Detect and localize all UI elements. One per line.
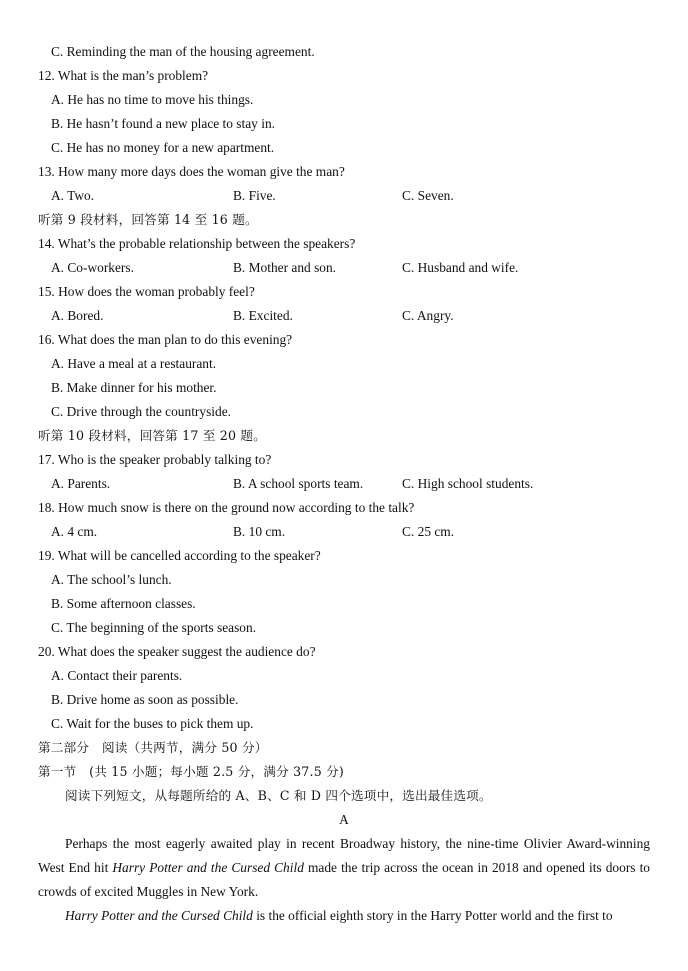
q14-option-a: A. Co-workers. (51, 260, 134, 275)
section-1-heading: 第一节 (共 15 小题；每小题 2.5 分，满分 37.5 分) (38, 764, 345, 779)
q17-option-b: B. A school sports team. (233, 476, 364, 491)
q18-option-c: C. 25 cm. (402, 524, 455, 539)
q13-option-a: A. Two. (51, 188, 95, 203)
q11-option-c: C. Reminding the man of the housing agreement. (51, 44, 315, 59)
q19-option-b: B. Some afternoon classes. (51, 596, 196, 611)
q13-option-c: C. Seven. (402, 188, 454, 203)
q17-stem: 17. Who is the speaker probably talking to? (38, 452, 272, 467)
q14-option-b: B. Mother and son. (233, 260, 337, 275)
q13-option-b: B. Five. (233, 188, 276, 203)
q12-stem: 12. What is the man’s problem? (38, 68, 209, 83)
q15-stem: 15. How does the woman probably feel? (38, 284, 255, 299)
section-9-heading: 听第 9 段材料，回答第 14 至 16 题。 (38, 212, 258, 227)
passage-label: A (339, 812, 349, 827)
q15-option-b: B. Excited. (233, 308, 293, 323)
q19-stem: 19. What will be cancelled according to the speaker? (38, 548, 321, 563)
q12-option-b: B. He hasn’t found a new place to stay in. (51, 116, 275, 131)
q20-option-c: C. Wait for the buses to pick them up. (51, 716, 254, 731)
q17-option-c: C. High school students. (402, 476, 534, 491)
section-10-heading: 听第 10 段材料，回答第 17 至 20 题。 (38, 428, 267, 443)
q20-option-b: B. Drive home as soon as possible. (51, 692, 239, 707)
passage-paragraph-2 (38, 904, 650, 928)
paragraph-2-text: is the official eighth story in the Harry Potter world and the first to (252, 908, 613, 923)
q16-option-a: A. Have a meal at a restaurant. (51, 356, 217, 371)
q12-option-c: C. He has no money for a new apartment. (51, 140, 275, 155)
q17-option-a: A. Parents. (51, 476, 111, 491)
part-2-heading: 第二部分 阅读（共两节，满分 50 分） (38, 740, 268, 755)
q20-option-a: A. Contact their parents. (51, 668, 183, 683)
q16-option-b: B. Make dinner for his mother. (51, 380, 217, 395)
q13-stem: 13. How many more days does the woman give the man? (38, 164, 345, 179)
q14-stem: 14. What’s the probable relationship between the speakers? (38, 236, 356, 251)
q14-option-c: C. Husband and wife. (402, 260, 519, 275)
play-title: Harry Potter and the Cursed Child (112, 860, 304, 875)
q18-option-b: B. 10 cm. (233, 524, 286, 539)
q18-stem: 18. How much snow is there on the ground now according to the talk? (38, 500, 415, 515)
q19-option-c: C. The beginning of the sports season. (51, 620, 257, 635)
q12-option-a: A. He has no time to move his things. (51, 92, 254, 107)
paragraph-1-text-start: Perhaps the most eagerly awaited play in recent Broadway history, the nine-time Olivier Award-winning West End hit (38, 836, 650, 875)
passage-paragraph-1 (38, 832, 650, 904)
q18-option-a: A. 4 cm. (51, 524, 98, 539)
q15-option-a: A. Bored. (51, 308, 104, 323)
q16-option-c: C. Drive through the countryside. (51, 404, 231, 419)
play-title: Harry Potter and the Cursed Child (65, 908, 253, 923)
q19-option-a: A. The school’s lunch. (51, 572, 172, 587)
q20-stem: 20. What does the speaker suggest the audience do? (38, 644, 316, 659)
reading-instruction: 阅读下列短文，从每题所给的 A、B、C 和 D 四个选项中，选出最佳选项。 (65, 788, 492, 803)
q15-option-c: C. Angry. (402, 308, 454, 323)
q16-stem: 16. What does the man plan to do this evening? (38, 332, 293, 347)
paragraph-1-text-end: made the trip across the ocean in 2018 and opened its doors to crowds of excited Muggles in New York. (38, 860, 650, 899)
